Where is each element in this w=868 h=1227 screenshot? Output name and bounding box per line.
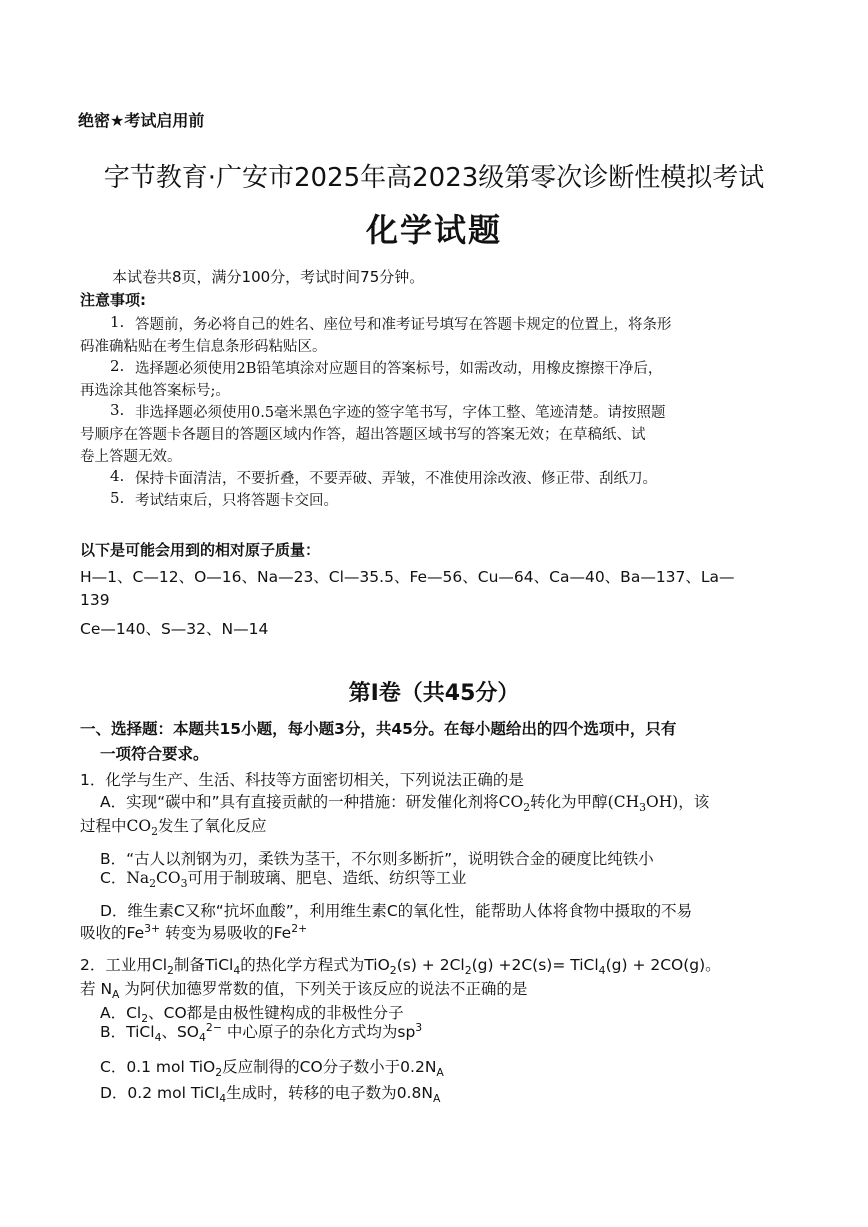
question-stem: 1．化学与生产、生活、科技等方面密切相关，下列说法正确的是 (80, 771, 524, 789)
option-b-text: 中心原子的杂化方式均为 (226, 1023, 398, 1041)
formula: $(CH_3OH)$ (607, 793, 679, 815)
note-number: 5. (110, 489, 125, 507)
option-a (100, 790, 709, 814)
option-d-text: 吸收的 (80, 924, 127, 942)
note-number: 4. (110, 467, 125, 485)
note-number: 2. (110, 357, 125, 375)
option-b: B．TiCl$_4$、$SO_4^{2-}$ 中心原子的杂化方式均为$sp^3$ (100, 1020, 423, 1045)
option-d-text: 转变为易吸收的 (165, 924, 274, 942)
question-stem: 2．工业用$Cl_2$制备TiCl$_4$的热化学方程式为$TiO_2(s) + 2Cl_2(g) +2C(s)=$ TiCl$_4$(g) + 2CO(g)。 (80, 956, 721, 978)
option-c-text: 可用于制玻璃、肥皂、造纸、纺织等工业 (187, 869, 467, 887)
option-c-label: C． (100, 869, 127, 887)
option-d: D．0.2 mol TiCl$_4$生成时，转移的电子数为$0.8N_A$ (100, 1084, 441, 1106)
atomic-mass-line: H—1、C—12、O—16、Na—23、Cl—35.5、Fe—56、Cu—64、Ca—40、Ba—137、La— (80, 568, 735, 586)
formula: $CO_2$ (126, 817, 158, 839)
section-title: 第Ⅰ卷（共45分） (348, 681, 520, 706)
option-b: B．“古人以剂钢为刃，柔铁为茎干，不尔则多断折”，说明铁合金的硬度比纯铁小 (100, 850, 654, 868)
note-line: 保持卡面清洁，不要折叠，不要弄破、弄皱，不准使用涂改液、修正带、刮纸刀。 (135, 471, 657, 487)
secret-label: 绝密★考试启用前 (78, 111, 205, 130)
note-line: 再选涂其他答案标号;。 (80, 383, 230, 399)
stem-text: 2．工业用 (80, 956, 152, 974)
option-a-text: ，该 (678, 793, 710, 811)
exam-title: 字节教育·广安市2025年高2023级第零次诊断性模拟考试 (103, 163, 765, 193)
note-line: 非选择题必须使用0.5毫米黑色字迹的签字笔书写，字体工整、笔迹清楚。请按照题 (135, 405, 666, 421)
notes-heading: 注意事项: (80, 291, 146, 309)
stem-text: 的热化学方程式为 (240, 956, 365, 974)
stem-text: 若 (80, 980, 96, 998)
note-line: 考试结束后，只将答题卡交回。 (135, 493, 338, 509)
atomic-mass-heading: 以下是可能会用到的相对原子质量： (80, 541, 321, 559)
option-d-label: D．0.2 mol (100, 1084, 186, 1102)
formula: $Na_2CO_3$ (126, 869, 188, 891)
section-instruction: 一、选择题：本题共15小题，每小题3分，共45分。在每小题给出的四个选项中，只有 (80, 720, 677, 738)
option-d: D．维生素C又称“抗坏血酸”，利用维生素C的氧化性，能帮助人体将食物中摄取的不易 (100, 902, 693, 920)
option-a-text: 过程中 (80, 817, 127, 835)
option-c (100, 866, 467, 890)
formula: $CO_2$ (498, 793, 531, 815)
option-d-text: 生成时，转移的电子数为 (226, 1084, 397, 1102)
note-line: 码准确粘贴在考生信息条形码粘贴区。 (80, 339, 327, 355)
question-stem-cont: 若 $N_A$ 为阿伏加德罗常数的值，下列关于该反应的说法不正确的是 (80, 980, 528, 1002)
note-line: 选择题必须使用2B铅笔填涂对应题目的答案标号，如需改动，用橡皮擦擦干净后， (135, 361, 663, 377)
option-c-text: 反应制得的CO分子数小于 (222, 1058, 401, 1076)
note-line: 号顺序在答题卡各题目的答题区域内作答，超出答题区域书写的答案无效；在草稿纸、试 (80, 427, 646, 443)
option-a-text: 转化为甲醇 (530, 793, 608, 811)
formula: $Fe^{2+}$ (273, 921, 308, 942)
section-instruction: 一项符合要求。 (100, 745, 209, 763)
note-line: 答题前，务必将自己的姓名、座位号和准考证号填写在答题卡规定的位置上，将条形 (135, 317, 672, 333)
stem-text: 为阿伏加德罗常数的值，下列关于该反应的说法不正确的是 (124, 980, 528, 998)
note-number: 1. (110, 313, 125, 331)
note-number: 3. (110, 401, 125, 419)
stem-text: 制备 (173, 956, 205, 974)
formula: $Fe^{3+}$ (126, 921, 161, 942)
atomic-mass-line: Ce—140、S—32、N—14 (80, 620, 269, 638)
exam-summary: 本试卷共8页，满分100分，考试时间75分钟。 (112, 268, 425, 286)
option-a-cont (80, 814, 267, 838)
option-c-label: C．0.1 mol (100, 1058, 185, 1076)
option-a-text: 、CO都是由极性键构成的非极性分子 (148, 1004, 404, 1022)
atomic-mass-line: 139 (80, 591, 110, 609)
subject-title: 化学试题 (365, 211, 502, 249)
option-a-text: 发生了氧化反应 (158, 817, 267, 835)
note-line: 卷上答题无效。 (80, 449, 182, 465)
option-d-cont (80, 921, 307, 943)
option-c: C．0.1 mol TiO$_2$反应制得的CO分子数小于$0.2N_A$ (100, 1058, 444, 1080)
option-a: A．$Cl_2$、CO都是由极性键构成的非极性分子 (100, 1004, 404, 1026)
option-a-text: A．实现“碳中和”具有直接贡献的一种措施：研发催化剂将 (100, 793, 499, 811)
